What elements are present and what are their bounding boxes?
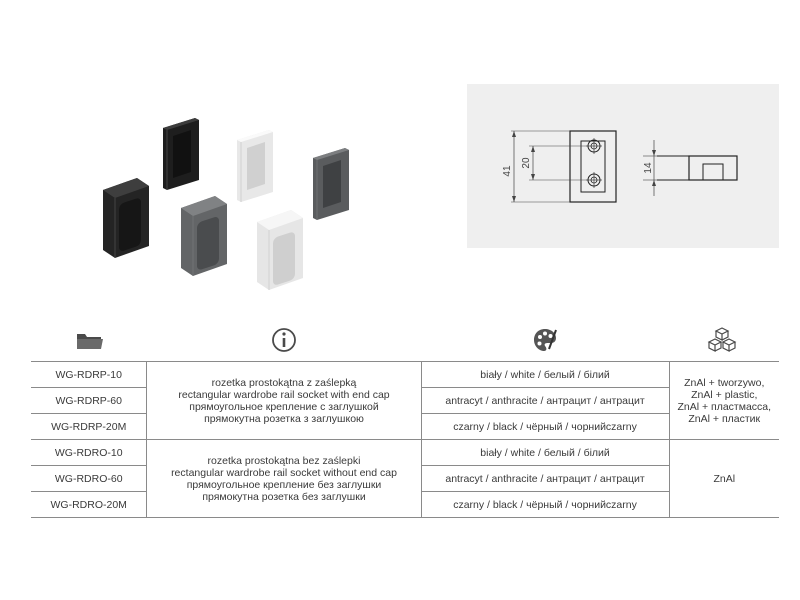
product-photo	[95, 110, 365, 300]
description-line: rectangular wardrobe rail socket without end cap	[171, 466, 397, 479]
product-code: WG-RDRP-60	[31, 388, 147, 414]
column-header-icons	[0, 322, 800, 358]
description-line: rozetka prostokątna z zaślepką	[211, 376, 357, 389]
description-line: rectangular wardrobe rail socket with end cap	[178, 388, 390, 401]
product-code: WG-RDRO-60	[31, 466, 147, 492]
product-code: WG-RDRP-20M	[31, 414, 147, 440]
material	[669, 440, 779, 518]
product-description	[147, 440, 421, 518]
technical-drawing	[467, 84, 779, 248]
color-name: antracyt / anthracite / антрацит / антрацит	[421, 388, 669, 414]
color-name: biały / white / белый / білий	[421, 362, 669, 388]
socket-black-open	[163, 118, 199, 190]
product-table	[31, 361, 779, 518]
dim-thickness-label: 14	[643, 162, 654, 174]
material-line: ZnAl + пластик	[688, 412, 761, 425]
table-row	[31, 440, 779, 466]
description-line: прямокутна розетка без заглушки	[202, 490, 366, 503]
socket-white-open	[237, 130, 273, 202]
table-row	[31, 362, 779, 388]
palette-icon	[530, 322, 566, 358]
material-line: ZnAl + tworzywo,	[684, 376, 765, 389]
color-name: biały / white / белый / білий	[421, 440, 669, 466]
description-line: прямоугольное крепление с заглушкой	[189, 400, 379, 413]
product-code: WG-RDRP-10	[31, 362, 147, 388]
cubes-icon	[707, 322, 743, 358]
socket-black-capped	[103, 178, 149, 258]
color-name: antracyt / anthracite / антрацит / антрацит	[421, 466, 669, 492]
material-line: ZnAl + пластмасса,	[677, 400, 772, 413]
color-name: czarny / black / чёрный / чорнийсzarny	[421, 414, 669, 440]
description-line: прямокутна розетка з заглушкою	[204, 412, 364, 425]
color-name: czarny / black / чёрный / чорнийсzarny	[421, 492, 669, 518]
product-code: WG-RDRO-20M	[31, 492, 147, 518]
material-line: ZnAl + plastic,	[691, 388, 758, 401]
socket-anthracite-open	[313, 148, 349, 220]
description-line: прямоугольное крепление без заглушки	[186, 478, 382, 491]
product-code: WG-RDRO-10	[31, 440, 147, 466]
dim-spacing-label: 20	[521, 157, 532, 169]
info-icon	[269, 322, 305, 358]
material	[669, 362, 779, 440]
description-line: rozetka prostokątna bez zaślepki	[207, 454, 361, 467]
socket-white-capped	[257, 210, 303, 290]
material-line: ZnAl	[713, 472, 736, 485]
dim-height-label: 41	[502, 165, 513, 177]
socket-anthracite-capped	[181, 196, 227, 276]
folder-icon	[75, 322, 111, 358]
product-description	[147, 362, 421, 440]
